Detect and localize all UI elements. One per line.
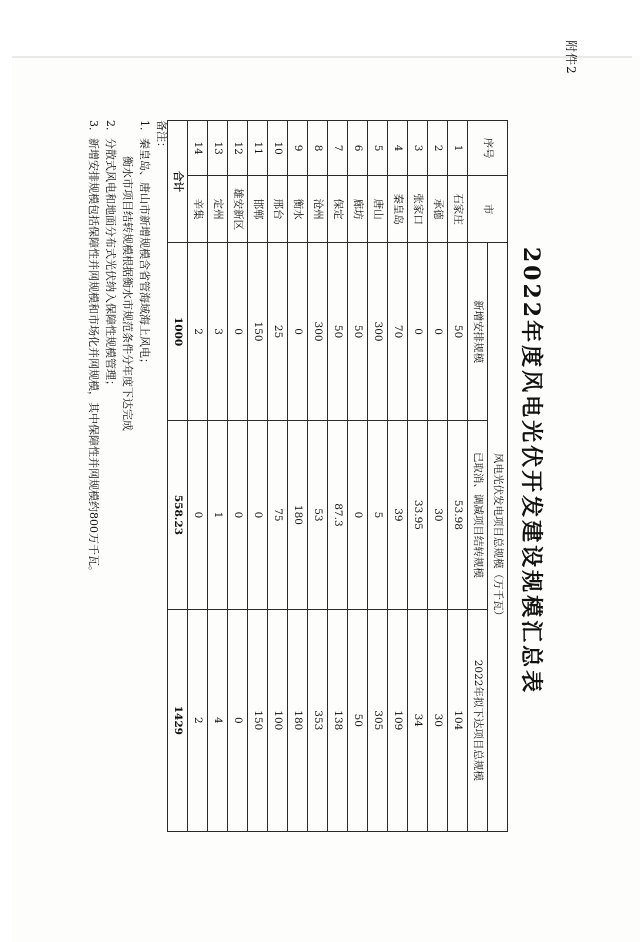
cell-total: 353 bbox=[308, 609, 328, 831]
cell-total: 50 bbox=[348, 609, 368, 831]
cell-city: 廊坊 bbox=[348, 176, 368, 243]
cell-total: 100 bbox=[268, 609, 288, 831]
notes-block bbox=[85, 120, 170, 860]
cell-reduce: 87.3 bbox=[328, 421, 348, 609]
table-row bbox=[428, 121, 448, 832]
cell-city: 辛集 bbox=[188, 176, 208, 243]
cell-total-new: 1000 bbox=[168, 242, 188, 420]
cell-no: 11 bbox=[248, 121, 268, 176]
table-row bbox=[288, 121, 308, 832]
cell-no: 1 bbox=[448, 121, 468, 176]
cell-total: 104 bbox=[448, 609, 468, 831]
table-row bbox=[328, 121, 348, 832]
cell-city: 雄安新区 bbox=[228, 176, 248, 243]
table-body bbox=[168, 121, 468, 832]
header-planned-total-2022: 2022年拟下达项目总规模 bbox=[468, 609, 488, 831]
cell-city: 张家口 bbox=[408, 176, 428, 243]
cell-city: 定州 bbox=[208, 176, 228, 243]
cell-reduce: 53 bbox=[308, 421, 328, 609]
cell-total: 0 bbox=[228, 609, 248, 831]
cell-total-reduce: 558.23 bbox=[168, 421, 188, 609]
cell-new: 50 bbox=[348, 242, 368, 420]
cell-no: 5 bbox=[368, 121, 388, 176]
cell-new: 50 bbox=[448, 242, 468, 420]
cell-total: 180 bbox=[288, 609, 308, 831]
header-group-total-scale: 风电光伏发电项目总规模（万千瓦） bbox=[488, 242, 508, 831]
cell-total-planned: 1429 bbox=[168, 609, 188, 831]
cell-city: 邯郸 bbox=[248, 176, 268, 243]
table-row bbox=[208, 121, 228, 832]
table-head bbox=[468, 121, 508, 832]
page-title: 2022年度风电光伏开发建设规模汇总表 bbox=[518, 246, 544, 696]
cell-city: 邢台 bbox=[268, 176, 288, 243]
cell-no: 13 bbox=[208, 121, 228, 176]
cell-no: 9 bbox=[288, 121, 308, 176]
cell-reduce: 0 bbox=[228, 421, 248, 609]
table-row bbox=[268, 121, 288, 832]
cell-no: 6 bbox=[348, 121, 368, 176]
cell-new: 300 bbox=[308, 242, 328, 420]
table-row bbox=[348, 121, 368, 832]
table-row bbox=[368, 121, 388, 832]
header-new-scale: 新增安排规模 bbox=[468, 242, 488, 420]
cell-total: 30 bbox=[428, 609, 448, 831]
cell-no: 14 bbox=[188, 121, 208, 176]
table-row bbox=[388, 121, 408, 832]
cell-total: 4 bbox=[208, 609, 228, 831]
cell-total: 305 bbox=[368, 609, 388, 831]
table-row bbox=[188, 121, 208, 832]
cell-reduce: 1 bbox=[208, 421, 228, 609]
cell-reduce: 0 bbox=[188, 421, 208, 609]
cell-no: 3 bbox=[408, 121, 428, 176]
cell-total: 138 bbox=[328, 609, 348, 831]
cell-new: 300 bbox=[368, 242, 388, 420]
cell-total: 2 bbox=[188, 609, 208, 831]
cell-new: 0 bbox=[428, 242, 448, 420]
table-row bbox=[308, 121, 328, 832]
cell-new: 70 bbox=[388, 242, 408, 420]
cell-reduce: 30 bbox=[428, 421, 448, 609]
cell-city: 唐山 bbox=[368, 176, 388, 243]
summary-table bbox=[167, 120, 508, 832]
cell-total: 34 bbox=[408, 609, 428, 831]
cell-city: 石家庄 bbox=[448, 176, 468, 243]
cell-new: 3 bbox=[208, 242, 228, 420]
cell-total: 109 bbox=[388, 609, 408, 831]
cell-total: 150 bbox=[248, 609, 268, 831]
cell-no: 7 bbox=[328, 121, 348, 176]
table-header-row-1 bbox=[488, 121, 508, 832]
table-total-row bbox=[168, 121, 188, 832]
cell-new: 150 bbox=[248, 242, 268, 420]
cell-no: 2 bbox=[428, 121, 448, 176]
table-row bbox=[408, 121, 428, 832]
attachment-label: 附件2 bbox=[564, 40, 578, 75]
cell-city: 沧州 bbox=[308, 176, 328, 243]
cell-new: 0 bbox=[408, 242, 428, 420]
cell-city: 秦皇岛 bbox=[388, 176, 408, 243]
note-item-2: 2．分散式风电和地面分布式光伏纳入保障性规模管理； bbox=[103, 120, 117, 391]
cell-no: 8 bbox=[308, 121, 328, 176]
note-item-1: 1．秦皇岛、唐山市新增规模含省管海域海上风电； bbox=[137, 120, 151, 369]
header-carryover-scale: 已取消、调减项目结转规模 bbox=[468, 421, 488, 609]
header-city: 市 bbox=[468, 176, 508, 243]
table-row bbox=[228, 121, 248, 832]
cell-reduce: 33.95 bbox=[408, 421, 428, 609]
cell-no: 4 bbox=[388, 121, 408, 176]
cell-new: 2 bbox=[188, 242, 208, 420]
cell-new: 25 bbox=[268, 242, 288, 420]
cell-reduce: 180 bbox=[288, 421, 308, 609]
cell-new: 0 bbox=[288, 242, 308, 420]
cell-new: 50 bbox=[328, 242, 348, 420]
note-item-1b: 衡水市项目结转规模根据衡水市规范条件分年度下达完成 bbox=[120, 156, 134, 431]
cell-new: 0 bbox=[228, 242, 248, 420]
cell-city: 保定 bbox=[328, 176, 348, 243]
cell-reduce: 5 bbox=[368, 421, 388, 609]
cell-reduce: 0 bbox=[248, 421, 268, 609]
table-row bbox=[448, 121, 468, 832]
cell-no: 10 bbox=[268, 121, 288, 176]
cell-city: 衡水 bbox=[288, 176, 308, 243]
cell-reduce: 75 bbox=[268, 421, 288, 609]
header-serial-no: 序号 bbox=[468, 121, 508, 176]
note-item-3: 3．新增安排规模包括保障性并网规模和市场化并网规模，其中保障性并网规模约800万千瓦。 bbox=[86, 120, 100, 577]
notes-title: 备注： bbox=[155, 120, 168, 153]
cell-reduce: 53.98 bbox=[448, 421, 468, 609]
cell-total-label: 合计 bbox=[168, 121, 188, 243]
table-row bbox=[248, 121, 268, 832]
cell-city: 承德 bbox=[428, 176, 448, 243]
cell-reduce: 0 bbox=[348, 421, 368, 609]
cell-reduce: 39 bbox=[388, 421, 408, 609]
cell-no: 12 bbox=[228, 121, 248, 176]
